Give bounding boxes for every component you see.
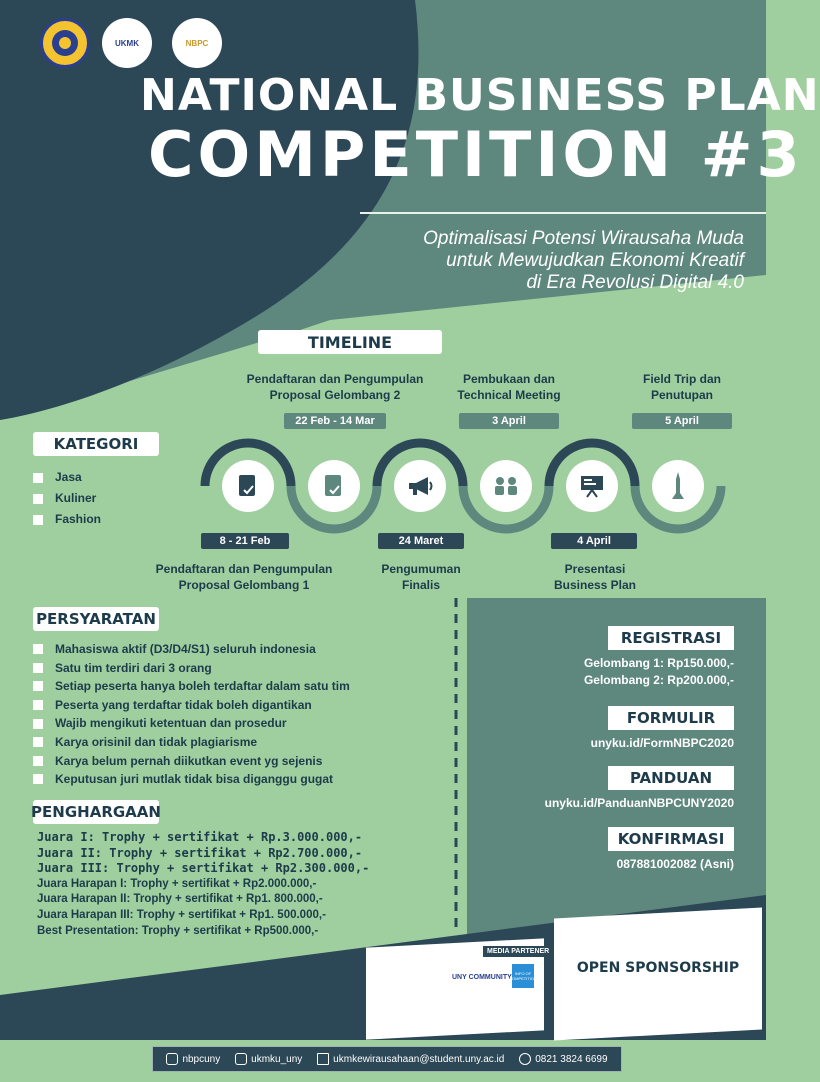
list-item: Wajib mengikuti ketentuan dan prosedur: [33, 714, 350, 733]
ukmk-logo: UKMK: [102, 18, 152, 68]
persyaratan-list: [33, 640, 350, 789]
footer-contacts: [152, 1046, 622, 1072]
date-gelombang-2: 22 Feb - 14 Mar: [284, 413, 386, 429]
event-presentasi: [538, 561, 652, 593]
checkbox-icon: [33, 515, 43, 525]
panduan-heading: PANDUAN: [608, 766, 734, 790]
mail-icon: [317, 1053, 329, 1065]
instagram-ukmku[interactable]: ukmku_uny: [235, 1053, 302, 1065]
tagline-line-3: di Era Revolusi Digital 4.0: [526, 272, 744, 293]
title-line-2: COMPETITION #3: [148, 118, 804, 191]
konfirmasi-contact: 087881002082 (Asni): [616, 857, 734, 871]
checkbox-icon: [33, 473, 43, 483]
megaphone-icon: [394, 460, 446, 512]
konfirmasi-heading: KONFIRMASI: [608, 827, 734, 851]
timeline-heading: TIMELINE: [258, 330, 442, 354]
email-contact[interactable]: ukmkewirausahaan@student.uny.ac.id: [317, 1053, 504, 1065]
persyaratan-heading: PERSYARATAN: [33, 607, 159, 631]
date-presentasi: 4 April: [551, 533, 637, 549]
event-label: Field Trip dan Penutupan: [642, 372, 721, 402]
event-field-trip: [620, 371, 744, 403]
checkbox-icon: [33, 681, 43, 691]
list-item: Satu tim terdiri dari 3 orang: [33, 659, 350, 678]
event-gelombang-2: [228, 371, 442, 403]
list-item: Mahasiswa aktif (D3/D4/S1) seluruh indonesia: [33, 640, 350, 659]
event-label: Pendaftaran dan Pengumpulan Proposal Gelombang 2: [246, 372, 424, 402]
date-technical-meeting: 3 April: [459, 413, 559, 429]
list-item: Kuliner: [33, 488, 101, 509]
kategori-list: [33, 467, 101, 530]
list-item: Jasa: [33, 467, 101, 488]
list-item: Peserta yang terdaftar tidak boleh digantikan: [33, 696, 350, 715]
tagline-line-2: untuk Mewujudkan Ekonomi Kreatif: [446, 250, 744, 271]
list-item: Fashion: [33, 509, 101, 530]
document-check-icon: [308, 460, 360, 512]
media-partner-label: MEDIA PARTENER: [483, 946, 553, 957]
event-label: Pendaftaran dan Pengumpulan Proposal Gelombang 1: [155, 562, 333, 592]
penghargaan-heading: PENGHARGAAN: [33, 800, 159, 824]
panduan-link[interactable]: unyku.id/PanduanNBPCUNY2020: [544, 796, 734, 810]
whatsapp-icon: [519, 1053, 531, 1065]
team-icon: [480, 460, 532, 512]
checkbox-icon: [33, 737, 43, 747]
event-pengumuman: [370, 561, 472, 593]
checkbox-icon: [33, 663, 43, 673]
event-label: Pembukaan dan Technical Meeting: [457, 372, 561, 402]
sponsorship-label: OPEN SPONSORSHIP: [576, 960, 740, 976]
list-item: Karya belum pernah diikutkan event yg sejenis: [33, 752, 350, 771]
event-gelombang-1: [138, 561, 350, 593]
title-rule: [360, 212, 766, 214]
checkbox-icon: [33, 644, 43, 654]
title-line-1: NATIONAL BUSINESS PLAN: [140, 70, 820, 121]
award-item: Juara II: Trophy + sertifikat + Rp2.700.000,-: [37, 845, 363, 860]
whatsapp-contact[interactable]: 0821 3824 6699: [519, 1053, 607, 1065]
event-label: Pengumuman Finalis: [381, 562, 461, 592]
uny-logo: [40, 18, 90, 68]
date-pengumuman: 24 Maret: [378, 533, 464, 549]
date-gelombang-1: 8 - 21 Feb: [201, 533, 289, 549]
list-item: Setiap peserta hanya boleh terdaftar dalam satu tim: [33, 677, 350, 696]
list-item: Keputusan juri mutlak tidak bisa diganggu gugat: [33, 770, 350, 789]
presentation-board-icon: [566, 460, 618, 512]
tagline-line-1: Optimalisasi Potensi Wirausaha Muda: [423, 228, 744, 249]
award-item: Juara Harapan II: Trophy + sertifikat + Rp1. 800.000,-: [37, 893, 323, 906]
fee-line: Gelombang 1: Rp150.000,-: [583, 656, 734, 670]
date-field-trip: 5 April: [632, 413, 732, 429]
award-item: Juara I: Trophy + sertifikat + Rp.3.000.000,-: [37, 830, 363, 844]
checkbox-icon: [33, 700, 43, 710]
list-item: Karya orisinil dan tidak plagiarisme: [33, 733, 350, 752]
registrasi-fees: [584, 655, 734, 689]
award-item: Juara III: Trophy + sertifikat + Rp2.300.000,-: [37, 861, 370, 876]
penghargaan-list: [37, 830, 369, 939]
award-item: Juara Harapan III: Trophy + sertifikat + Rp1. 500.000,-: [37, 908, 326, 921]
award-item: Juara Harapan I: Trophy + sertifikat + Rp2.000.000,-: [37, 877, 317, 890]
registrasi-heading: REGISTRASI: [608, 626, 734, 650]
info-competition-logo: INFO OF COMPETITION: [512, 964, 534, 988]
event-technical-meeting: [450, 371, 568, 403]
checkbox-icon: [33, 774, 43, 784]
checkbox-icon: [33, 494, 43, 504]
instagram-icon: [235, 1053, 247, 1065]
document-check-icon: [222, 460, 274, 512]
award-item: Best Presentation: Trophy + sertifikat + Rp500.000,-: [37, 924, 319, 937]
event-label: Presentasi Business Plan: [553, 562, 637, 592]
instagram-icon: [166, 1053, 178, 1065]
instagram-nbpc[interactable]: nbpcuny: [166, 1053, 220, 1065]
fee-line: Gelombang 2: Rp200.000,-: [583, 673, 734, 687]
formulir-heading: FORMULIR: [608, 706, 734, 730]
kategori-heading: KATEGORI: [33, 432, 159, 456]
checkbox-icon: [33, 756, 43, 766]
nbpc-logo: NBPC: [172, 18, 222, 68]
monument-icon: [652, 460, 704, 512]
formulir-link[interactable]: unyku.id/FormNBPC2020: [590, 736, 734, 750]
uny-community-logo: UNY COMMUNITY: [452, 974, 512, 981]
checkbox-icon: [33, 719, 43, 729]
